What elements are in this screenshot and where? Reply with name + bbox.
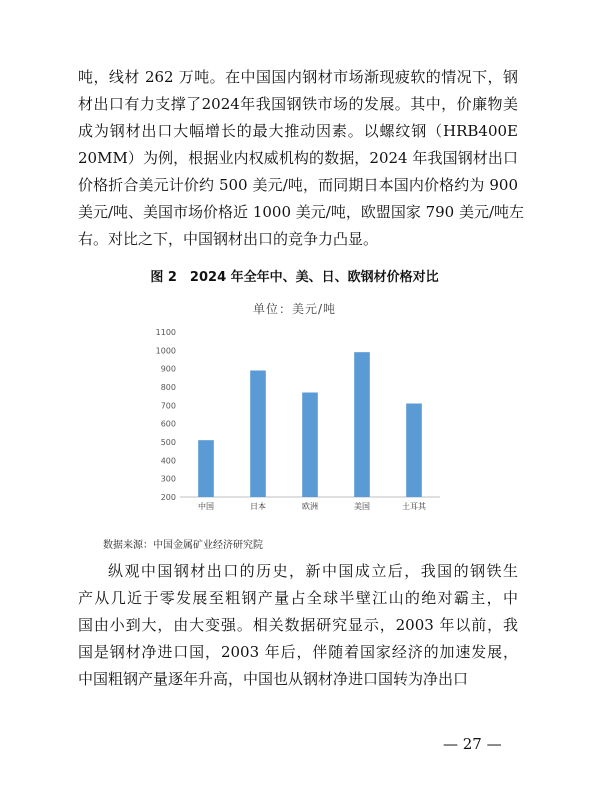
text-line: 吨，线材 262 万吨。在中国国内钢材市场渐现疲软的情况下，钢 [78,68,518,86]
text-line: 中国粗钢产量逐年升高，中国也从钢材净进口国转为净出口 [78,670,469,688]
y-tick-label: 1100 [155,328,176,337]
x-tick-label: 美国 [354,502,370,511]
body-paragraph-2 [78,558,518,693]
x-tick-label: 中国 [198,502,214,511]
text-line: 国是钢材净进口国，2003 年后，伴随着国家经济的加速发展， [78,643,518,661]
x-tick-label: 土耳其 [402,502,426,511]
bar [250,371,266,498]
text-line: 纵观中国钢材出口的历史，新中国成立后，我国的钢铁生 [108,562,518,580]
y-tick-label: 400 [160,456,176,466]
bar [198,440,214,497]
x-tick-label: 日本 [250,502,266,511]
text-line: 国由小到大，由大变强。相关数据研究显示，2003 年以前，我 [78,616,518,634]
data-source-note: 数据来源：中国金属矿业经济研究院 [103,540,263,551]
y-tick-label: 1000 [155,346,176,356]
text-line: 美元/吨、美国市场价格近 1000 美元/吨，欧盟国家 790 美元/吨左 [78,203,525,221]
y-tick-label: 900 [160,364,176,374]
y-tick-label: 800 [160,383,176,392]
text-line: 右。对比之下，中国钢材出口的竞争力凸显。 [78,230,379,248]
y-tick-label: 200 [160,493,176,502]
y-tick-label: 700 [160,401,176,411]
page-number: — 27 — [443,735,502,753]
text-line: 成为钢材出口大幅增长的最大推动因素。以螺纹钢（HRB400E [78,122,518,140]
bar [406,404,422,498]
body-paragraph-1 [78,64,525,253]
y-tick-label: 500 [160,438,176,447]
chart-unit-label: 单位：美元/吨 [252,302,337,316]
x-tick-label: 欧洲 [302,502,318,511]
y-tick-label: 300 [160,474,176,484]
text-line: 产从几近于零发展至粗钢产量占全球半壁江山的绝对霸主，中 [78,589,518,607]
text-line: 20MM）为例，根据业内权威机构的数据，2024 年我国钢材出口 [78,149,518,167]
bar [354,352,370,497]
figure-title: 图 2 2024 年全年中、美、日、欧钢材价格对比 [150,270,439,285]
text-line: 价格折合美元计价约 500 美元/吨，而同期日本国内价格约为 900 [78,176,518,194]
y-tick-label: 600 [160,419,176,429]
bar-chart [140,322,450,522]
bar [302,393,318,498]
text-line: 材出口有力支撑了2024年我国钢铁市场的发展。其中，价廉物美 [78,95,518,113]
